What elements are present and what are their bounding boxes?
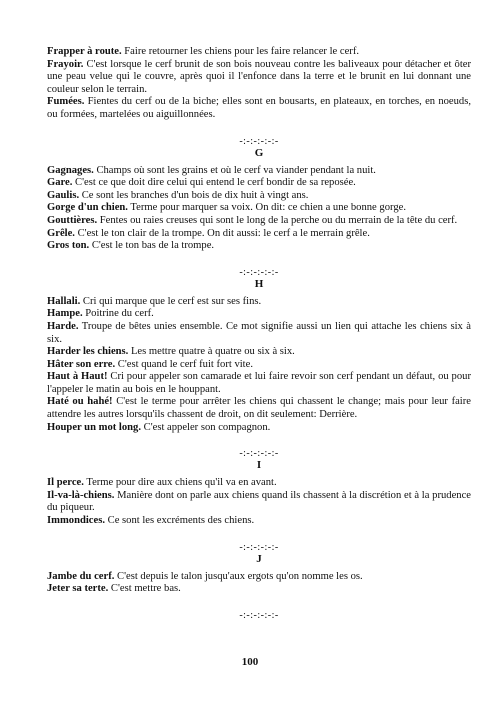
section-letter: G <box>254 146 264 159</box>
entry-definition: C'est le ton bas de la trompe. <box>89 240 215 252</box>
glossary-entry <box>47 46 471 59</box>
entry-definition: Fientes du cerf ou de la biche; elles sont en bousarts, en plateaux, en torches, en noeuds, ou formées, martelées ou aiguillonnées. <box>47 96 471 120</box>
glossary-entry <box>47 571 471 584</box>
section-letter: J <box>256 552 262 565</box>
glossary-entry <box>47 359 471 372</box>
section-separator: -:-:-:-:-:- <box>239 609 279 621</box>
entry-definition: C'est quand le cerf fuit fort vite. <box>115 358 253 370</box>
glossary-entry <box>47 96 471 121</box>
entry-term: Il-va-là-chiens. <box>47 489 115 501</box>
glossary-entry <box>47 228 471 241</box>
entry-term: Gorge d'un chien. <box>47 202 128 214</box>
glossary-entry <box>47 177 471 190</box>
entry-definition: Ce sont les branches d'un bois de dix huit à vingt ans. <box>79 189 309 201</box>
entry-term: Jambe du cerf. <box>47 570 115 582</box>
section-separator: -:-:-:-:-:- <box>239 541 279 553</box>
entry-definition: Terme pour marquer sa voix. On dit: ce chien a une bonne gorge. <box>127 202 406 214</box>
entry-term: Houper un mot long. <box>47 421 141 433</box>
entry-definition: Champs où sont les grains et où le cerf va viander pendant la nuit. <box>93 164 376 176</box>
entry-definition: C'est mettre bas. <box>108 583 181 595</box>
entry-definition: C'est le ton clair de la trompe. On dit aussi: le cerf a le merrain grêle. <box>74 227 370 239</box>
glossary-entry <box>47 583 471 596</box>
entry-definition: Faire retourner les chiens pour les faire relancer le cerf. <box>121 46 359 57</box>
glossary-entry <box>47 240 471 253</box>
entry-term: Hallali. <box>47 295 81 307</box>
entry-term: Frayoir. <box>47 58 84 70</box>
glossary-entry <box>47 296 471 309</box>
glossary-entry <box>47 371 471 396</box>
glossary-entry <box>47 308 471 321</box>
entry-definition: C'est depuis le talon jusqu'aux ergots qu'on nomme les os. <box>114 570 363 582</box>
entry-definition: C'est ce que doit dire celui qui entend le cerf bondir de sa reposée. <box>72 177 356 189</box>
entry-term: Gros ton. <box>47 240 90 252</box>
entry-term: Haut à Haut! <box>47 371 108 383</box>
glossary-entry <box>47 422 471 435</box>
section-separator: -:-:-:-:-:- <box>239 266 279 278</box>
entry-term: Gare. <box>47 177 73 189</box>
entry-term: Fumées. <box>47 96 85 108</box>
entry-definition: Terme pour dire aux chiens qu'il va en avant. <box>83 477 277 489</box>
glossary-entry <box>47 515 471 528</box>
section-separator: -:-:-:-:-:- <box>239 448 279 460</box>
entry-definition: Les mettre quatre à quatre ou six à six. <box>128 346 295 358</box>
entry-term: Haté ou hahé! <box>47 396 113 408</box>
entry-term: Hampe. <box>47 308 83 320</box>
page-number: 100 <box>241 656 259 668</box>
entry-definition: Cri qui marque que le cerf est sur ses fins. <box>80 295 262 307</box>
entry-term: Jeter sa terte. <box>47 583 109 595</box>
glossary-entry <box>47 477 471 490</box>
glossary-section <box>47 610 471 621</box>
entry-definition: C'est le terme pour arrêter les chiens qui chassent le change; mais pour leur faire attendre les autres lorsqu'ils chassent de droit, on dit seulement: Derrière. <box>47 396 471 421</box>
entry-term: Immondices. <box>47 515 105 527</box>
entry-term: Gagnages. <box>47 164 94 176</box>
glossary-entry <box>47 321 471 346</box>
glossary-entry <box>47 215 471 228</box>
entry-definition: Cri pour appeler son camarade et lui faire revoir son cerf pendant un défaut, ou pour l'appeler le matin au bois en le houppant. <box>47 371 471 395</box>
section-letter: I <box>256 459 262 472</box>
glossary-entry <box>47 190 471 203</box>
glossary-entry <box>47 490 471 515</box>
glossary-entry <box>47 346 471 359</box>
entry-definition: C'est appeler son compagnon. <box>141 421 271 433</box>
entry-definition: C'est lorsque le cerf brunit de son bois nouveau contre les baliveaux pour détacher et ôter une peau velue qui le couvre, après quoi il l'enfonce dans la terre et le brunit en lui donnant une couleur selon le terrain. <box>47 58 471 95</box>
section-separator: -:-:-:-:-:- <box>239 135 279 147</box>
entry-term: Gouttières. <box>47 214 98 226</box>
entry-term: Il perce. <box>47 477 84 489</box>
entry-definition: Fentes ou raies creuses qui sont le long de la perche ou du merrain de la tête du cerf. <box>97 214 458 226</box>
glossary-section <box>47 46 471 122</box>
entry-definition: Ce sont les excréments des chiens. <box>104 515 255 527</box>
entry-term: Gaulis. <box>47 189 80 201</box>
glossary-section <box>47 448 471 527</box>
section-letter: H <box>254 277 264 290</box>
entry-definition: Poitrine du cerf. <box>82 308 154 320</box>
entry-term: Hâter son erre. <box>47 358 116 370</box>
entry-term: Grêle. <box>47 227 75 239</box>
glossary-entry <box>47 59 471 97</box>
entry-term: Harde. <box>47 320 79 332</box>
entry-definition: Manière dont on parle aux chiens quand ils chassent à la discrétion et à la prudence du piqueur. <box>47 489 471 514</box>
glossary-body <box>47 46 471 621</box>
glossary-entry <box>47 396 471 421</box>
entry-term: Frapper à route. <box>47 46 122 57</box>
entry-definition: Troupe de bêtes unies ensemble. Ce mot signifie aussi un lien qui attache les chiens six à six. <box>47 320 471 345</box>
glossary-section <box>47 542 471 596</box>
glossary-section <box>47 136 471 253</box>
glossary-entry <box>47 202 471 215</box>
glossary-entry <box>47 165 471 178</box>
glossary-section <box>47 267 471 435</box>
entry-term: Harder les chiens. <box>47 346 129 358</box>
